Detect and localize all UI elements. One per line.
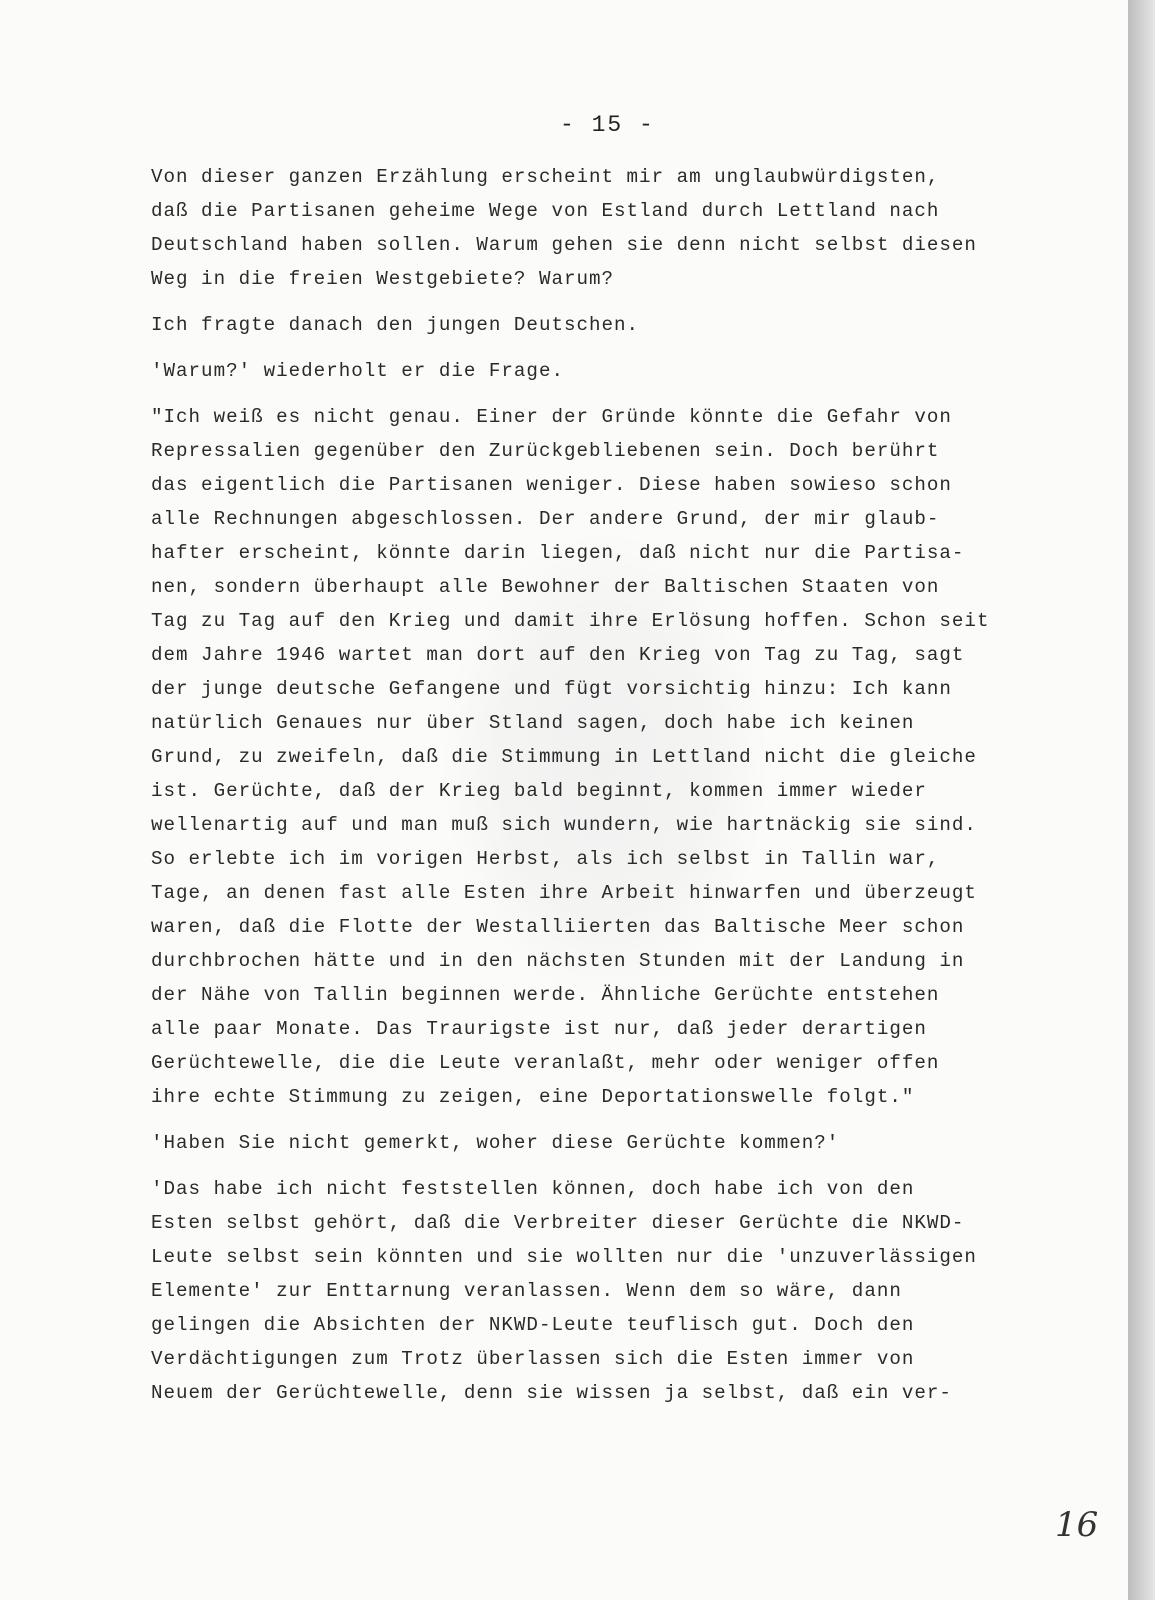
text-line: der junge deutsche Gefangene und fügt vorsichtig hinzu: Ich kann xyxy=(151,678,952,700)
text-line: durchbrochen hätte und in den nächsten Stunden mit der Landung in xyxy=(151,950,965,972)
paragraph-gap xyxy=(151,342,1081,354)
text-line: Deutschland haben sollen. Warum gehen sie denn nicht selbst diesen xyxy=(151,234,977,256)
text-line: Esten selbst gehört, daß die Verbreiter dieser Gerüchte die NKWD- xyxy=(151,1212,965,1234)
paragraph xyxy=(151,160,1081,296)
text-line: daß die Partisanen geheime Wege von Estland durch Lettland nach xyxy=(151,200,940,222)
text-line: alle Rechnungen abgeschlossen. Der andere Grund, der mir glaub- xyxy=(151,508,940,530)
text-line: Repressalien gegenüber den Zurückgebliebenen sein. Doch berührt xyxy=(151,440,940,462)
typed-text-body xyxy=(151,160,1081,1410)
text-line: alle paar Monate. Das Traurigste ist nur, daß jeder derartigen xyxy=(151,1018,927,1040)
paragraph xyxy=(151,1126,1081,1160)
paragraph-gap xyxy=(151,1160,1081,1172)
archive-page-number: 16 xyxy=(1055,1505,1099,1545)
text-line: der Nähe von Tallin beginnen werde. Ähnliche Gerüchte entstehen xyxy=(151,984,940,1006)
text-line: gelingen die Absichten der NKWD-Leute teuflisch gut. Doch den xyxy=(151,1314,915,1336)
text-line: Weg in die freien Westgebiete? Warum? xyxy=(151,268,615,290)
page-number: - 15 - xyxy=(560,112,655,138)
text-line: Gerüchtewelle, die die Leute veranlaßt, mehr oder weniger offen xyxy=(151,1052,940,1074)
paragraph xyxy=(151,354,1081,388)
paragraph-gap xyxy=(151,388,1081,400)
text-line: Verdächtigungen zum Trotz überlassen sich die Esten immer von xyxy=(151,1348,915,1370)
paragraph xyxy=(151,400,1081,1114)
text-line: Tage, an denen fast alle Esten ihre Arbeit hinwarfen und überzeugt xyxy=(151,882,977,904)
paragraph xyxy=(151,1172,1081,1410)
text-line: 'Haben Sie nicht gemerkt, woher diese Gerüchte kommen?' xyxy=(151,1132,840,1154)
text-line: Grund, zu zweifeln, daß die Stimmung in Lettland nicht die gleiche xyxy=(151,746,977,768)
paragraph-gap xyxy=(151,296,1081,308)
scan-edge xyxy=(1128,0,1155,1600)
text-line: dem Jahre 1946 wartet man dort auf den Krieg von Tag zu Tag, sagt xyxy=(151,644,965,666)
text-line: nen, sondern überhaupt alle Bewohner der Baltischen Staaten von xyxy=(151,576,940,598)
text-line: Elemente' zur Enttarnung veranlassen. Wenn dem so wäre, dann xyxy=(151,1280,902,1302)
text-line: Ich fragte danach den jungen Deutschen. xyxy=(151,314,640,336)
text-line: das eigentlich die Partisanen weniger. Diese haben sowieso schon xyxy=(151,474,952,496)
text-line: ist. Gerüchte, daß der Krieg bald beginnt, kommen immer wieder xyxy=(151,780,927,802)
text-line: wellenartig auf und man muß sich wundern, wie hartnäckig sie sind. xyxy=(151,814,977,836)
text-line: 'Warum?' wiederholt er die Frage. xyxy=(151,360,564,382)
text-line: Leute selbst sein könnten und sie wollten nur die 'unzuverlässigen xyxy=(151,1246,977,1268)
text-line: So erlebte ich im vorigen Herbst, als ich selbst in Tallin war, xyxy=(151,848,940,870)
text-line: Von dieser ganzen Erzählung erscheint mir am unglaubwürdigsten, xyxy=(151,166,940,188)
paragraph-gap xyxy=(151,1114,1081,1126)
text-line: Neuem der Gerüchtewelle, denn sie wissen ja selbst, daß ein ver- xyxy=(151,1382,952,1404)
text-line: ihre echte Stimmung zu zeigen, eine Deportationswelle folgt." xyxy=(151,1086,915,1108)
text-line: 'Das habe ich nicht feststellen können, doch habe ich von den xyxy=(151,1178,915,1200)
text-line: natürlich Genaues nur über Stland sagen, doch habe ich keinen xyxy=(151,712,915,734)
text-line: hafter erscheint, könnte darin liegen, daß nicht nur die Partisa- xyxy=(151,542,965,564)
paragraph xyxy=(151,308,1081,342)
text-line: "Ich weiß es nicht genau. Einer der Gründe könnte die Gefahr von xyxy=(151,406,952,428)
text-line: waren, daß die Flotte der Westalliierten das Baltische Meer schon xyxy=(151,916,965,938)
text-line: Tag zu Tag auf den Krieg und damit ihre Erlösung hoffen. Schon seit xyxy=(151,610,990,632)
